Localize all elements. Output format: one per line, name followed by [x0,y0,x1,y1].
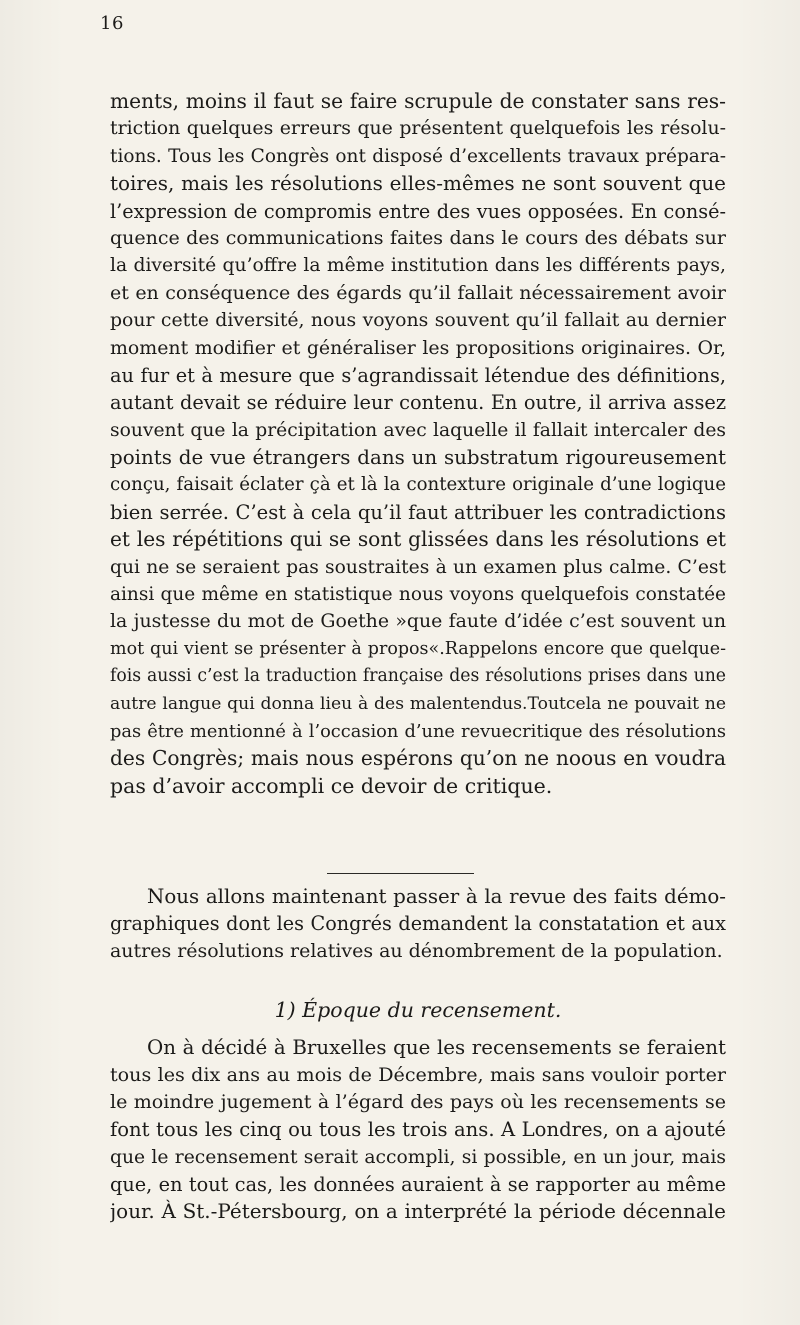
text-line: et en conséquence des égards qu’il fallait nécessairement avoir [110,281,726,304]
text-line: On à décidé à Bruxelles que les recensements se feraient [147,1036,726,1059]
text-line: graphiques dont les Congrés demandent la constatation et aux [110,912,726,936]
text-line: toires, mais les résolutions elles-mêmes ne sont souvent que [110,171,726,196]
page-number: 16 [100,13,124,34]
text-line: la diversité qu’offre la même institution dans les différents pays, [110,255,726,277]
text-line: que le recensement serait accompli, si possible, en un jour, mais [110,1146,726,1168]
text-line: et les répétitions qui se sont glissées dans les résolutions et [110,527,726,552]
text-line: la justesse du mot de Goethe »que faute d’idée c’est souvent un [110,610,726,633]
paragraph-demographic-intro [110,883,726,965]
text-line: bien serrée. C’est à cela qu’il faut attribuer les contradictions [110,500,726,524]
text-line: ments, moins il faut se faire scrupule de constater sans res- [110,89,726,113]
text-line: le moindre jugement à l’égard des pays où les recensements se [110,1090,726,1113]
text-line: moment modifier et généraliser les propositions originaires. Or, [110,336,726,359]
text-line: Nous allons maintenant passer à la revue des faits démo- [147,885,726,908]
text-line: points de vue étrangers dans un substratum rigoureusement [110,446,726,470]
section-divider [327,873,474,874]
text-line: souvent que la précipitation avec laquelle il fallait intercaler des [110,419,726,441]
text-line: ainsi que même en statistique nous voyons quelquefois constatée [110,584,726,606]
text-line: tions. Tous les Congrès ont disposé d’excellents travaux prépara- [110,145,726,167]
text-line: au fur et à mesure que s’agrandissait létendue des définitions, [110,363,726,387]
paragraph-critique [110,88,726,800]
text-line: jour. À St.-Pétersbourg, on a interprété la période décennale [110,1199,726,1224]
text-line: autant devait se réduire leur contenu. En outre, il arriva assez [110,391,726,415]
text-line: qui ne se seraient pas soustraites à un examen plus calme. C’est [110,556,726,578]
text-line: fois aussi c’est la traduction française des résolutions prises dans une [110,666,726,687]
text-line: autre langue qui donna lieu à des malentendus.Toutcela ne pouvait ne [110,693,726,714]
text-line: mot qui vient se présenter à propos«.Rappelons encore que quelque- [110,638,726,659]
text-line: triction quelques erreurs que présentent quelquefois les résolu- [110,117,726,140]
text-line: pas d’avoir accompli ce devoir de critique. [110,773,553,798]
text-line: conçu, faisait éclater çà et là la contexture originale d’une logique [110,474,726,496]
text-line: quence des communications faites dans le cours des débats sur [110,226,726,249]
text-line: des Congrès; mais nous espérons qu’on ne noous en voudra [110,746,726,771]
text-line: autres résolutions relatives au dénombrement de la population. [110,939,723,962]
text-line: pour cette diversité, nous voyons souvent qu’il fallait au dernier [110,310,726,332]
text-line: font tous les cinq ou tous les trois ans. A Londres, on a ajouté [110,1118,726,1142]
text-line: pas être mentionné à l’occasion d’une revuecritique des résolutions [110,720,726,742]
text-line: que, en tout cas, les données auraient à se rapporter au même [110,1172,726,1196]
text-line: tous les dix ans au mois de Décembre, mais sans vouloir porter [110,1063,726,1087]
section-heading: 1) Époque du recensement. [274,998,562,1022]
paragraph-census-epoch [110,1034,726,1226]
text-line: l’expression de compromis entre des vues opposées. En consé- [110,199,726,223]
